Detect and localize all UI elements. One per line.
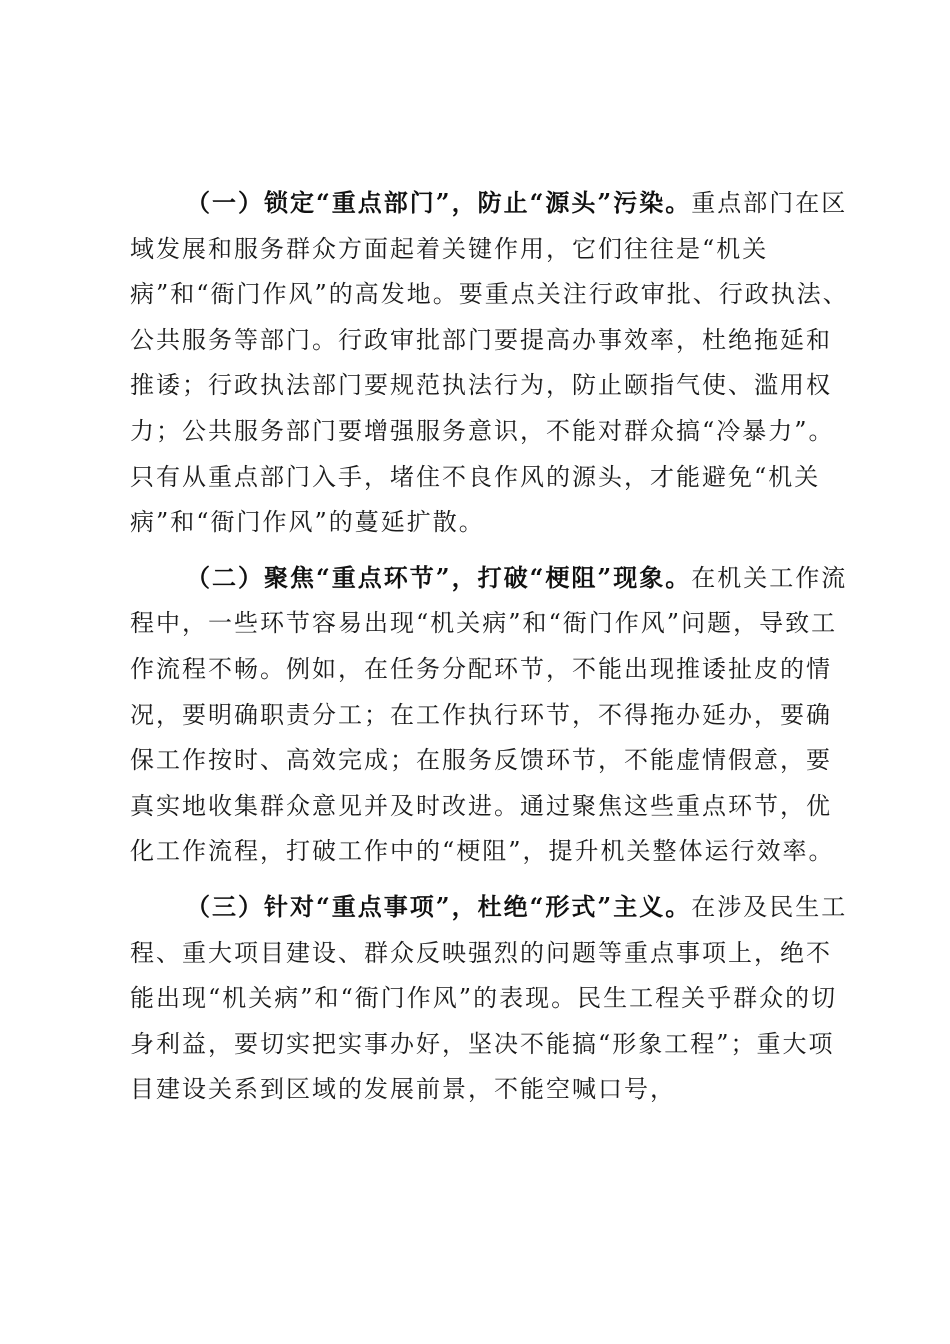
paragraph-heading: （二）聚焦“重点环节”，打破“梗阻”现象。 — [186, 562, 692, 592]
paragraph-key-links — [130, 555, 850, 875]
paragraph-heading: （三）针对“重点事项”，杜绝“形式”主义。 — [186, 891, 692, 921]
paragraph-text: 在机关工作流程中，一些环节容易出现“机关病”和“衙门作风”问题，导致工作流程不畅。例如，在任务分配环节，不能出现推诿扯皮的情况，要明确职责分工；在工作执行环节，不得拖办延办，要确保工作按时、高效完成；在服务反馈环节，不能虚情假意，要真实地收集群众意见并及时改进。通过聚焦这些重点环节，优化工作流程，打破工作中的“梗阻”，提升机关整体运行效率。 — [130, 563, 848, 866]
paragraph-key-departments — [130, 180, 850, 546]
document-body — [130, 180, 850, 1113]
paragraph-text: 重点部门在区域发展和服务群众方面起着关键作用，它们往往是“机关病”和“衙门作风”的高发地。要重点关注行政审批、行政执法、公共服务等部门。行政审批部门要提高办事效率，杜绝拖延和推诿；行政执法部门要规范执法行为，防止颐指气使、滥用权力；公共服务部门要增强服务意识，不能对群众搞“冷暴力”。只有从重点部门入手，堵住不良作风的源头，才能避免“机关病”和“衙门作风”的蔓延扩散。 — [130, 189, 849, 537]
paragraph-text: 在涉及民生工程、重大项目建设、群众反映强烈的问题等重点事项上，绝不能出现“机关病”和“衙门作风”的表现。民生工程关乎群众的切身利益，要切实把实事办好，坚决不能搞“形象工程”；重大项目建设关系到区域的发展前景，不能空喊口号， — [130, 892, 848, 1104]
paragraph-heading: （一）锁定“重点部门”，防止“源头”污染。 — [186, 188, 692, 217]
paragraph-key-matters — [130, 884, 850, 1113]
